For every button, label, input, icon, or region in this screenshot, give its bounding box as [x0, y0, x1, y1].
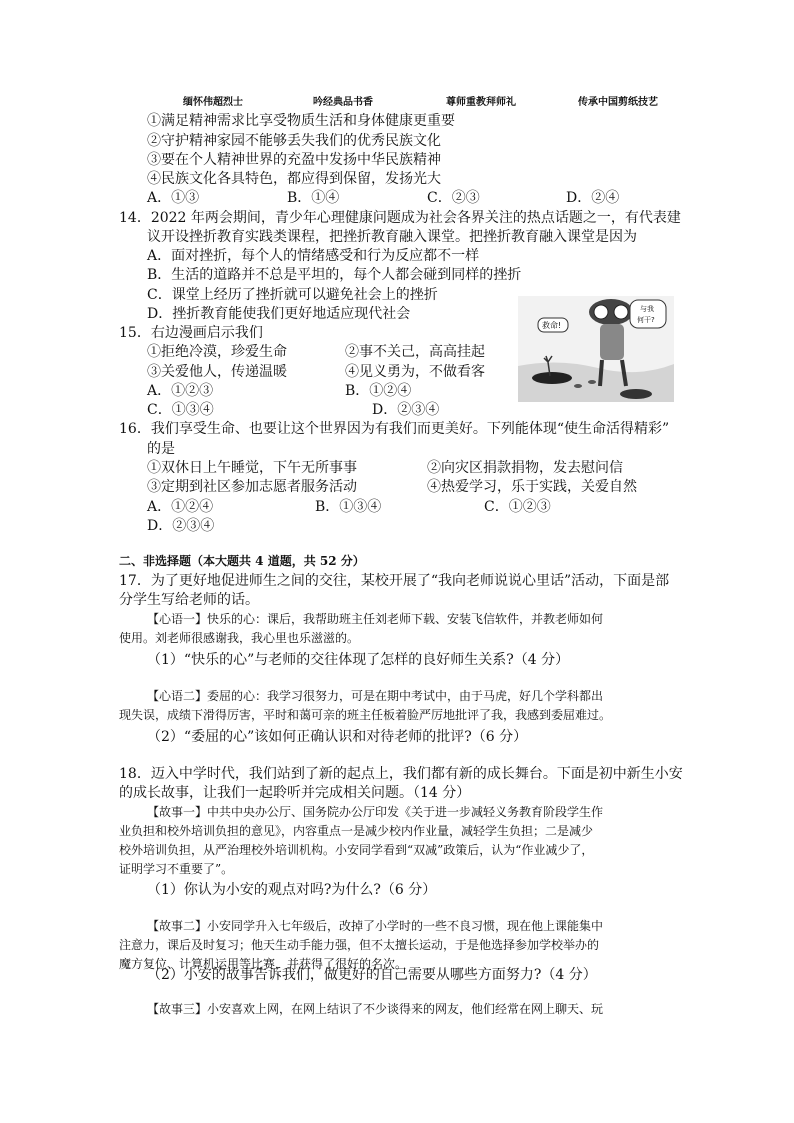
q18-sub1: （1）你认为小安的观点对吗?为什么?（6 分） [147, 882, 437, 898]
q17-sub2: （2）“委屈的心”该如何正确认识和对待老师的批评?（6 分） [147, 729, 528, 745]
q17-sub1: （1）“快乐的心”与老师的交往体现了怎样的良好师生关系?（4 分） [147, 652, 570, 668]
q15-option-b: B．①②④ [345, 383, 412, 399]
q18-story1-3: 校外培训负担，从严治理校外培训机构。小安同学看到“双减”政策后，认为“作业减少了， [119, 843, 594, 857]
q18-story2-1: 【故事二】小安同学升入七年级后，改掉了小学时的一些不良习惯，现在他上课能集中 [147, 919, 604, 933]
q18-story3: 【故事三】小安喜欢上网，在网上结识了不少谈得来的网友，他们经常在网上聊天、玩 [147, 1002, 604, 1016]
q13-statement-3: ③要在个人精神世界的充盈中发扬中华民族精神 [147, 152, 441, 168]
q14-option-d: D．挫折教育能使我们更好地适应现代社会 [147, 306, 411, 322]
q16-stem-1: 16．我们享受生命、也要让这个世界因为有我们而更美好。下列能体现“使生命活得精彩” [119, 421, 670, 437]
caption-1: 缅怀伟超烈士 [183, 97, 243, 108]
q14-option-b: B．生活的道路并不总是平坦的，每个人都会碰到同样的挫折 [147, 267, 522, 283]
cartoon-bubble-left: 救命! [542, 321, 562, 330]
q18-stem-2: 的成长故事，让我们一起聆听并完成相关问题。（14 分） [119, 785, 471, 801]
q14-option-c: C．课堂上经历了挫折就可以避免社会上的挫折 [147, 287, 438, 303]
q18-sub2: （2）小安的故事告诉我们，做更好的自己需要从哪些方面努力?（4 分） [147, 967, 597, 983]
q15-option-c: C．①③④ [147, 402, 214, 418]
q13-option-d: D．②④ [566, 190, 620, 206]
q18-story1-2: 业负担和校外培训负担的意见》，内容重点一是减少校内作业量，减轻学生负担；二是减少 [119, 824, 594, 838]
q15-option-d: D．②③④ [372, 402, 440, 418]
q16-statement-3: ③定期到社区参加志愿者服务活动 [147, 479, 357, 495]
q17-stem-2: 分学生写给老师的话。 [119, 592, 259, 608]
q14-option-a: A．面对挫折，每个人的情绪感受和行为反应都不一样 [147, 248, 480, 264]
q13-statement-1: ①满足精神需求比享受物质生活和身体健康更重要 [147, 113, 455, 129]
q15-statement-3: ③关爱他人，传递温暖 [147, 364, 287, 380]
q18-story2-3: 魔方复位、计算机运用等比赛，并获得了很好的名次。 [119, 957, 408, 971]
q16-option-b: B．①③④ [315, 499, 382, 515]
q16-option-c: C．①②③ [484, 499, 551, 515]
q15-option-a: A．①②③ [147, 383, 214, 399]
caption-2: 吟经典品书香 [313, 97, 373, 108]
q16-statement-1: ①双休日上午睡觉，下午无所事事 [147, 460, 357, 476]
q17-heart2-1: 【心语二】委屈的心：我学习很努力，可是在期中考试中，由于马虎，好几个学科都出 [147, 689, 604, 703]
q15-statement-4: ④见义勇为，不做看客 [345, 364, 485, 380]
cartoon-bubble-right-1: 与我 [640, 305, 654, 313]
q16-statement-2: ②向灾区捐款捐物，发去慰问信 [427, 460, 623, 476]
q13-option-c: C．②③ [427, 190, 480, 206]
q14-stem-2: 议开设挫折教育实践类课程，把挫折教育融入课堂。把挫折教育融入课堂是因为 [147, 229, 637, 245]
caption-4: 传承中国剪纸技艺 [578, 97, 658, 108]
section-2-heading: 二、非选择题（本大题共 4 道题，共 52 分） [119, 554, 365, 568]
q18-stem-1: 18．迈入中学时代，我们站到了新的起点上，我们都有新的成长舞台。下面是初中新生小安 [119, 766, 683, 782]
q17-heart1-1: 【心语一】快乐的心：课后，我帮助班主任刘老师下载、安装飞信软件，并教老师如何 [147, 612, 604, 626]
q14-stem-1: 14．2022 年两会期间，青少年心理健康问题成为社会各界关注的热点话题之一，有代表建 [119, 210, 681, 226]
q18-story2-2: 注意力，课后及时复习；他天生动手能力强，但不太擅长运动，于是他选择参加学校举办的 [119, 938, 600, 952]
q13-statement-4: ④民族文化各具特色，都应得到保留，发扬光大 [147, 171, 441, 187]
q16-stem-2: 的是 [147, 441, 175, 457]
q13-option-b: B．①④ [287, 190, 340, 206]
q15-cartoon [518, 296, 674, 402]
q18-story1-1: 【故事一】中共中央办公厅、国务院办公厅印发《关于进一步减轻义务教育阶段学生作 [147, 805, 604, 819]
q13-statement-2: ②守护精神家园不能够丢失我们的优秀民族文化 [147, 133, 441, 149]
q17-heart2-2: 现失误，成绩下滑得厉害，平时和蔼可亲的班主任板着脸严厉地批评了我，我感到委屈难过。 [119, 708, 612, 722]
q17-stem-1: 17．为了更好地促进师生之间的交往，某校开展了“我向老师说说心里话”活动，下面是部 [119, 573, 670, 589]
q16-statement-4: ④热爱学习，乐于实践，关爱自然 [427, 479, 637, 495]
caption-3: 尊师重教拜师礼 [446, 97, 516, 108]
q17-heart1-2: 使用。刘老师很感谢我，我心里也乐滋滋的。 [119, 631, 360, 645]
q15-statement-1: ①拒绝冷漠，珍爱生命 [147, 344, 287, 360]
cartoon-bubble-right-2: 何干? [637, 316, 655, 324]
q15-statement-2: ②事不关己，高高挂起 [345, 344, 485, 360]
q13-option-a: A．①③ [147, 190, 200, 206]
q16-option-d: D．②③④ [147, 518, 215, 534]
q16-option-a: A．①②④ [147, 499, 214, 515]
q18-story1-4: 证明学习不重要了”。 [119, 862, 234, 876]
q15-stem: 15．右边漫画启示我们 [119, 325, 263, 341]
